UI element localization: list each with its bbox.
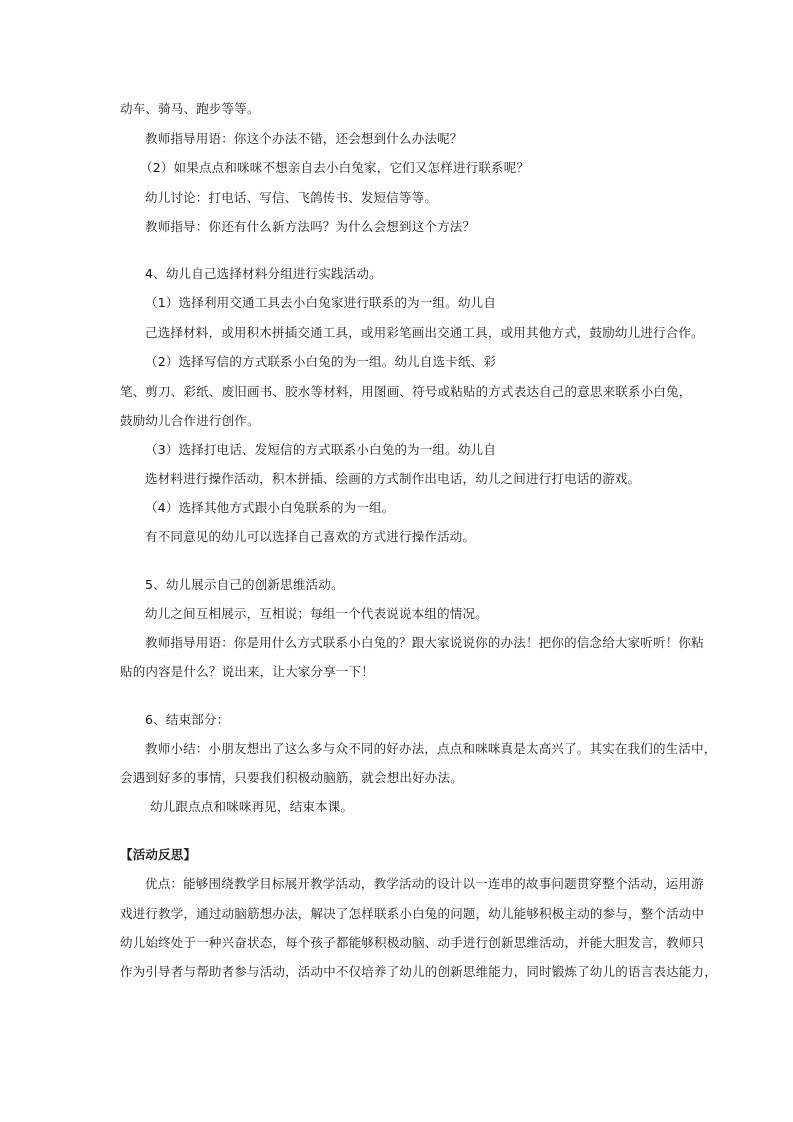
text-line: 会遇到好多的事情，只要我们积极动脑筋，就会想出好办法。 [120, 770, 463, 785]
text-line: 幼儿始终处于一种兴奋状态，每个孩子都能够积极动脑、动手进行创新思维活动，并能大胆发言，教师只 [120, 935, 705, 950]
text-line: 教师指导用语：你这个办法不错，还会想到什么办法呢？ [145, 131, 463, 146]
text-line: 有不同意见的幼儿可以选择自己喜欢的方式进行操作活动。 [145, 529, 476, 544]
text-line: （4）选择其他方式跟小白兔联系的为一组。 [145, 500, 395, 515]
text-line: 选材料进行操作活动，积木拼插、绘画的方式制作出电话，幼儿之间进行打电话的游戏。 [145, 471, 641, 486]
text-line: （3）选择打电话、发短信的方式联系小白兔的为一组。幼儿自 [145, 442, 497, 457]
text-line: 鼓励幼儿合作进行创作。 [120, 413, 260, 428]
text-line: 教师小结：小朋友想出了这么多与众不同的好办法，点点和咪咪真是太高兴了。其实在我们的生活中， [145, 741, 717, 756]
text-line: 贴的内容是什么？说出来，让大家分享一下！ [120, 664, 375, 679]
section-heading: 5、幼儿展示自己的创新思维活动。 [145, 577, 344, 592]
text-line: 幼儿跟点点和咪咪再见，结束本课。 [150, 799, 354, 814]
section-heading: 6、结束部分： [145, 712, 230, 727]
text-line: （2）如果点点和咪咪不想亲自去小白兔家，它们又怎样进行联系呢？ [140, 160, 530, 175]
text-line: 幼儿讨论：打电话、写信、飞鸽传书、发短信等等。 [145, 190, 438, 205]
text-line: 动车、骑马、跑步等等。 [120, 101, 260, 116]
text-line: 优点：能够围绕教学目标展开教学活动，教学活动的设计以一连串的故事问题贯穿整个活动，运用游 [145, 876, 704, 891]
text-line: 幼儿之间互相展示，互相说；每组一个代表说说本组的情况。 [145, 606, 488, 621]
text-line: 笔、剪刀、彩纸、废旧画书、胶水等材料，用图画、符号或粘贴的方式表达自己的意思来联系小白兔， [120, 384, 692, 399]
text-line: （1）选择利用交通工具去小白兔家进行联系的为一组。幼儿自 [145, 295, 497, 310]
text-line: 作为引导者与帮助者参与活动，活动中不仅培养了幼儿的创新思维能力，同时锻炼了幼儿的语言表达能力， [120, 964, 717, 979]
reflection-heading: 【活动反思】 [120, 847, 197, 862]
text-line: 戏进行教学，通过动脑筋想办法，解决了怎样联系小白兔的问题，幼儿能够积极主动的参与，整个活动中 [120, 906, 705, 921]
text-line: （2）选择写信的方式联系小白兔的为一组。幼儿自选卡纸、彩 [145, 354, 497, 369]
section-heading: 4、幼儿自己选择材料分组进行实践活动。 [145, 266, 382, 281]
text-line: 己选择材料，或用积木拼插交通工具，或用彩笔画出交通工具，或用其他方式，鼓励幼儿进行合作。 [145, 325, 704, 340]
text-line: 教师指导用语：你是用什么方式联系小白兔的？跟大家说说你的办法！把你的信念给大家听听！你粘 [145, 635, 704, 650]
text-line: 教师指导：你还有什么新方法吗？为什么会想到这个方法？ [145, 219, 476, 234]
